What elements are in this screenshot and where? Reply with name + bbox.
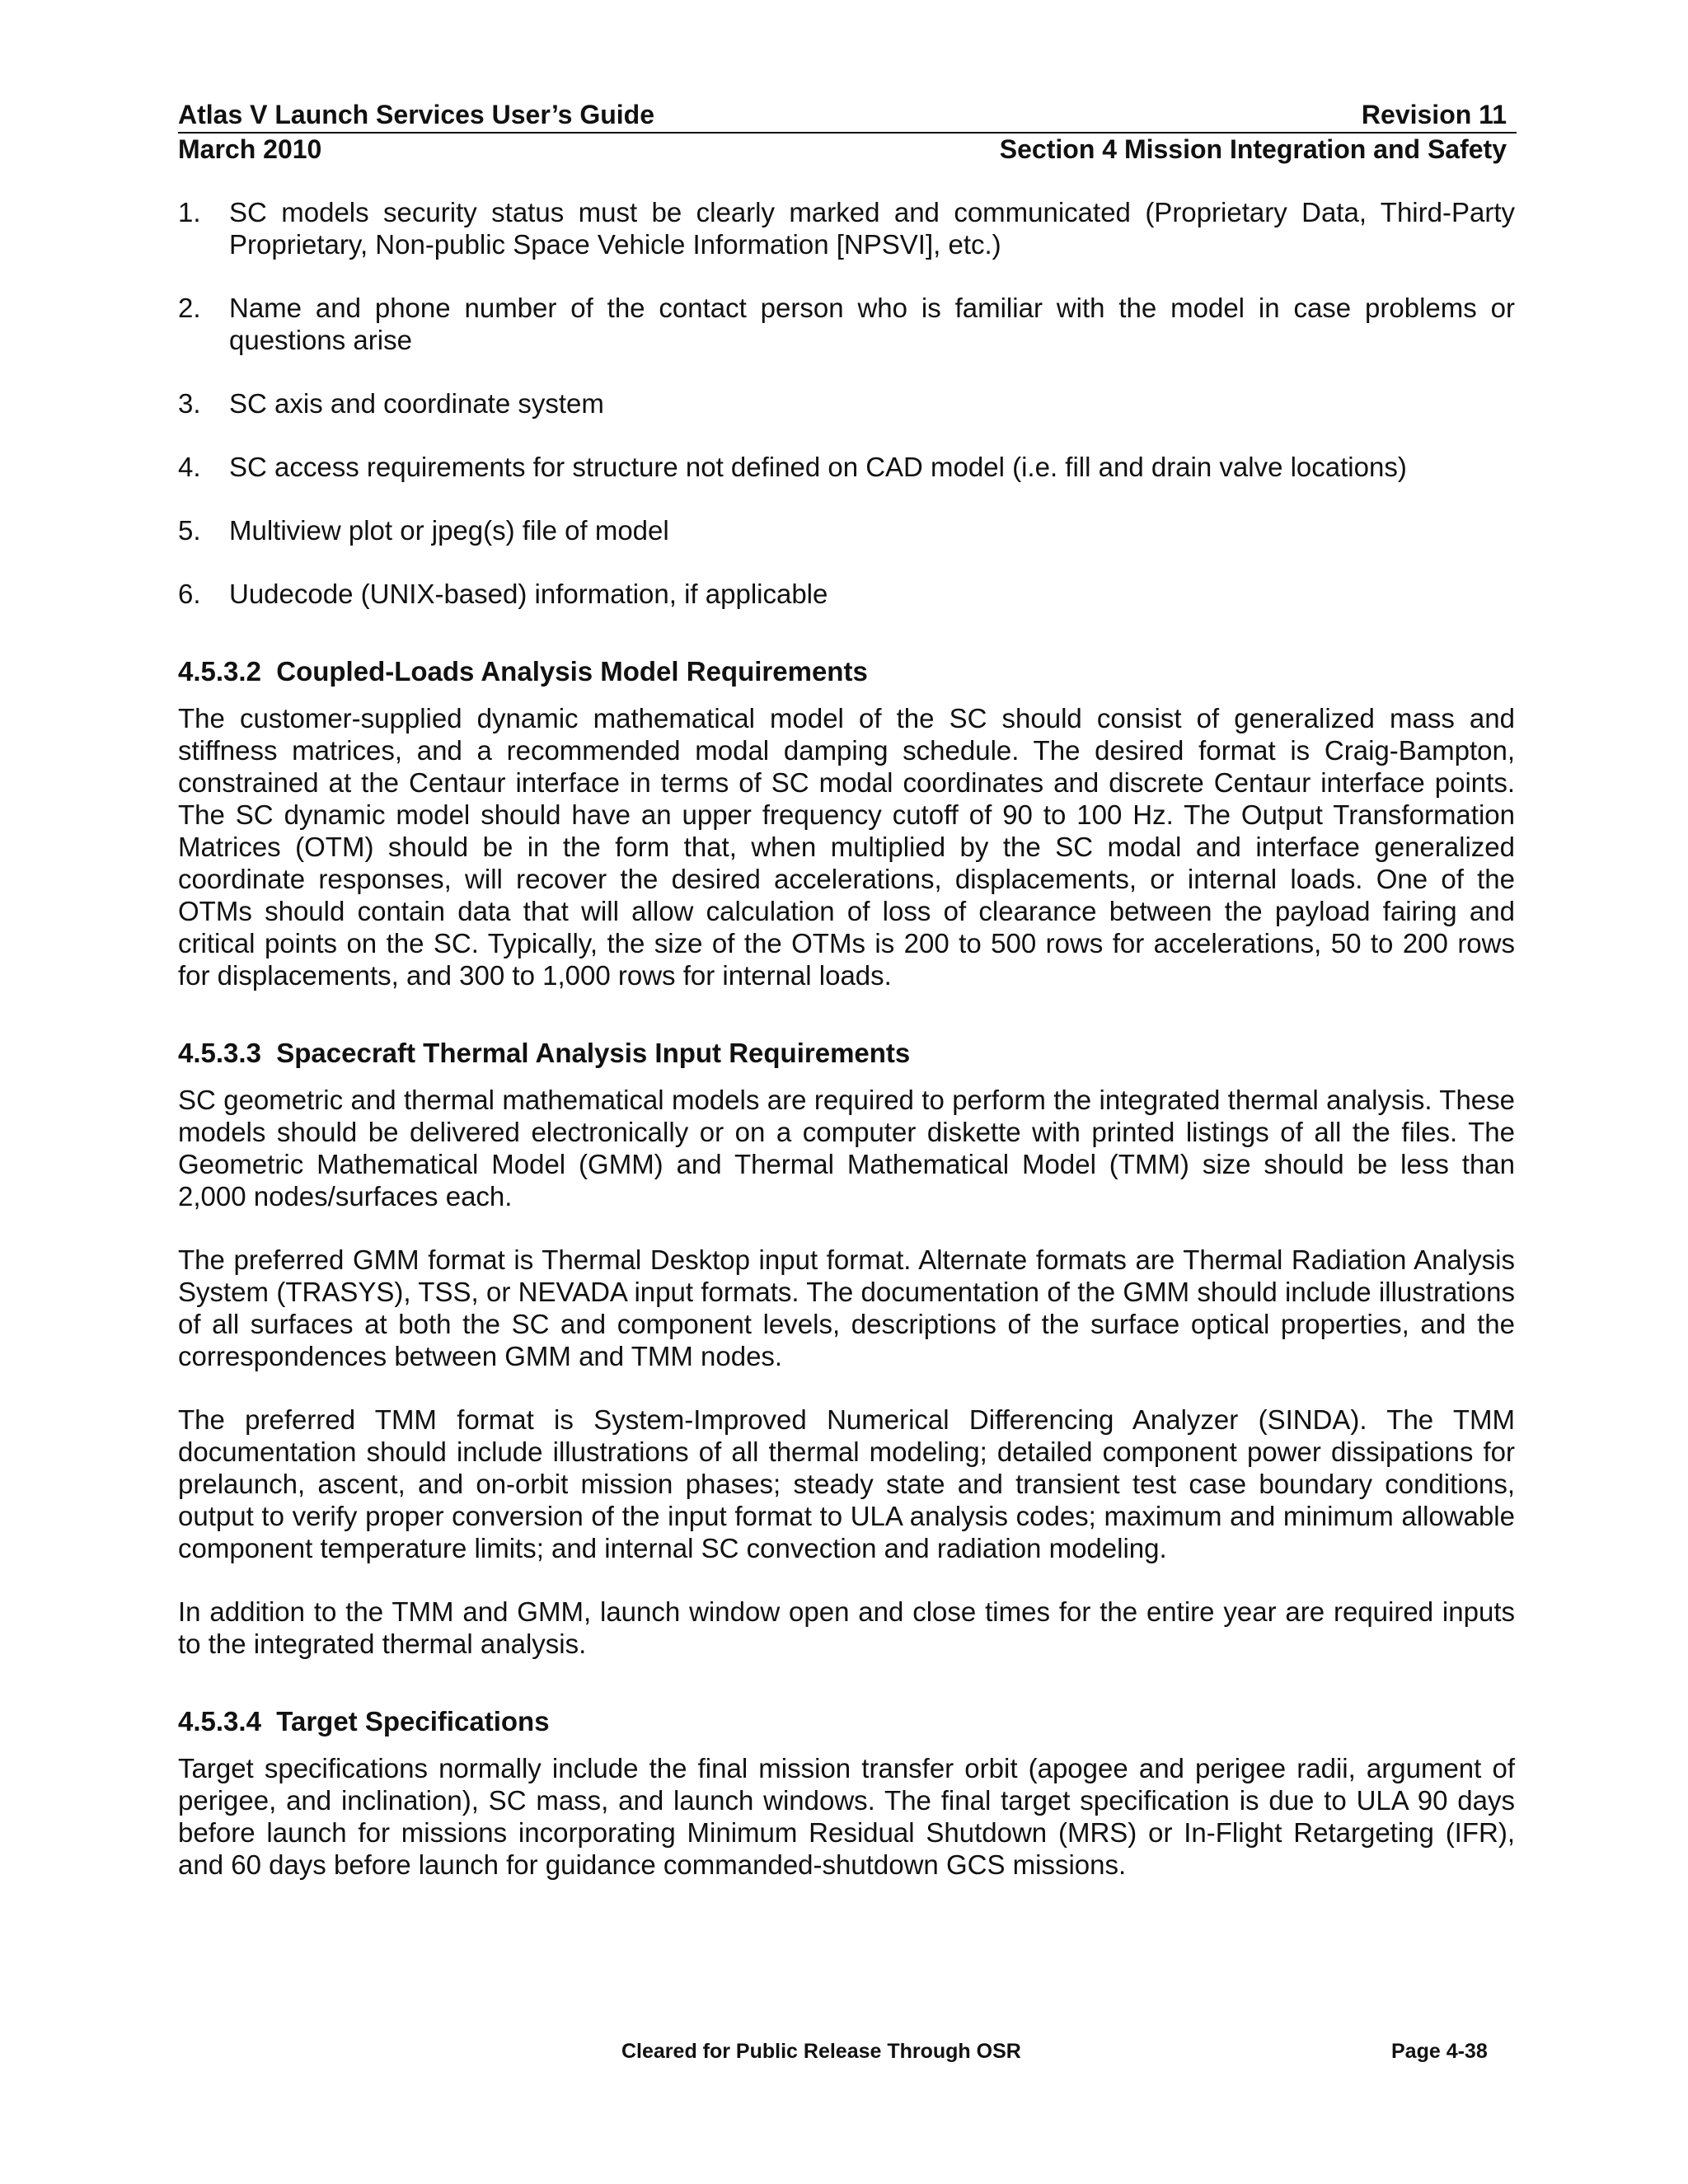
list-item bbox=[178, 451, 1515, 483]
list-number: 6. bbox=[178, 579, 201, 609]
numbered-list bbox=[178, 196, 1515, 610]
list-item bbox=[178, 387, 1515, 419]
document-date: March 2010 bbox=[178, 134, 322, 164]
list-text: Uudecode (UNIX-based) information, if applicable bbox=[229, 579, 828, 609]
list-number: 1. bbox=[178, 197, 201, 227]
list-item bbox=[178, 578, 1515, 610]
list-number: 3. bbox=[178, 388, 201, 419]
list-text: Name and phone number of the contact person who is familiar with the model in case problems or questions arise bbox=[229, 293, 1515, 355]
paragraph: The preferred TMM format is System-Improved Numerical Differencing Analyzer (SINDA). The TMM documentation should include illustrations of all thermal modeling; detailed component power dissipations for prelaunch, ascent, and on-orbit mission phases; steady state and transient test case boundary conditions, output to verify proper conversion of the input format to ULA analysis codes; maximum and minimum allowable component temperature limits; and internal SC convection and radiation modeling. bbox=[178, 1404, 1515, 1563]
section-heading-thermal-analysis: 4.5.3.3 Spacecraft Thermal Analysis Input Requirements bbox=[178, 1038, 911, 1068]
list-text: Multiview plot or jpeg(s) file of model bbox=[229, 515, 669, 546]
page-number: Page 4-38 bbox=[1391, 2040, 1488, 2063]
document-title: Atlas V Launch Services User’s Guide bbox=[178, 100, 655, 129]
paragraph: SC geometric and thermal mathematical models are required to perform the integrated thermal analysis. These models should be delivered electronically or on a computer diskette with printed listings of all the files. The Geometric Mathematical Model (GMM) and Thermal Mathematical Model (TMM) size should be less than 2,000 nodes/surfaces each. bbox=[178, 1085, 1515, 1212]
page-header-top bbox=[178, 99, 1507, 130]
list-item bbox=[178, 292, 1515, 356]
revision-label: Revision 11 bbox=[1361, 100, 1507, 129]
section-heading-target-specifications: 4.5.3.4 Target Specifications bbox=[178, 1706, 550, 1736]
paragraph: The preferred GMM format is Thermal Desktop input format. Alternate formats are Thermal Radiation Analysis System (TRASYS), TSS, or NEVADA input formats. The documentation of the GMM should include illustrations of all surfaces at both the SC and component levels, descriptions of the surface optical properties, and the correspondences between GMM and TMM nodes. bbox=[178, 1244, 1515, 1371]
paragraph: The customer-supplied dynamic mathematical model of the SC should consist of generalized mass and stiffness matrices, and a recommended modal damping schedule. The desired format is Craig-Bampton, constrained at the Centaur interface in terms of SC modal coordinates and discrete Centaur interface points. The SC dynamic model should have an upper frequency cutoff of 90 to 100 Hz. The Output Transformation Matrices (OTM) should be in the form that, when multiplied by the SC modal and interface generalized coordinate responses, will recover the desired accelerations, displacements, or internal loads. One of the OTMs should contain data that will allow calculation of loss of clearance between the payload fairing and critical points on the SC. Typically, the size of the OTMs is 200 to 500 rows for accelerations, 50 to 200 rows for displacements, and 300 to 1,000 rows for internal loads. bbox=[178, 703, 1515, 991]
list-number: 5. bbox=[178, 515, 201, 546]
list-number: 2. bbox=[178, 293, 201, 323]
paragraph: Target specifications normally include the final mission transfer orbit (apogee and perigee radii, argument of perigee, and inclination), SC mass, and launch windows. The final target specification is due to ULA 90 days before launch for missions incorporating Minimum Residual Shutdown (MRS) or In-Flight Retargeting (IFR), and 60 days before launch for guidance commanded-shutdown GCS missions. bbox=[178, 1753, 1515, 1880]
page-header-bottom bbox=[178, 134, 1507, 165]
list-text: SC axis and coordinate system bbox=[229, 388, 604, 419]
paragraph: In addition to the TMM and GMM, launch window open and close times for the entire year are required inputs to the integrated thermal analysis. bbox=[178, 1596, 1515, 1659]
list-item bbox=[178, 514, 1515, 546]
list-text: SC models security status must be clearly marked and communicated (Proprietary Data, Third-Party Proprietary, Non-public Space Vehicle Information [NPSVI], etc.) bbox=[229, 197, 1515, 260]
list-text: SC access requirements for structure not defined on CAD model (i.e. fill and drain valve locations) bbox=[229, 452, 1407, 482]
section-label: Section 4 Mission Integration and Safety bbox=[999, 134, 1507, 164]
list-item bbox=[178, 196, 1515, 260]
list-number: 4. bbox=[178, 452, 201, 482]
section-heading-coupled-loads: 4.5.3.2 Coupled-Loads Analysis Model Requirements bbox=[178, 656, 868, 687]
footer-release-note: Cleared for Public Release Through OSR bbox=[621, 2040, 1021, 2063]
page-body bbox=[178, 196, 1515, 1881]
